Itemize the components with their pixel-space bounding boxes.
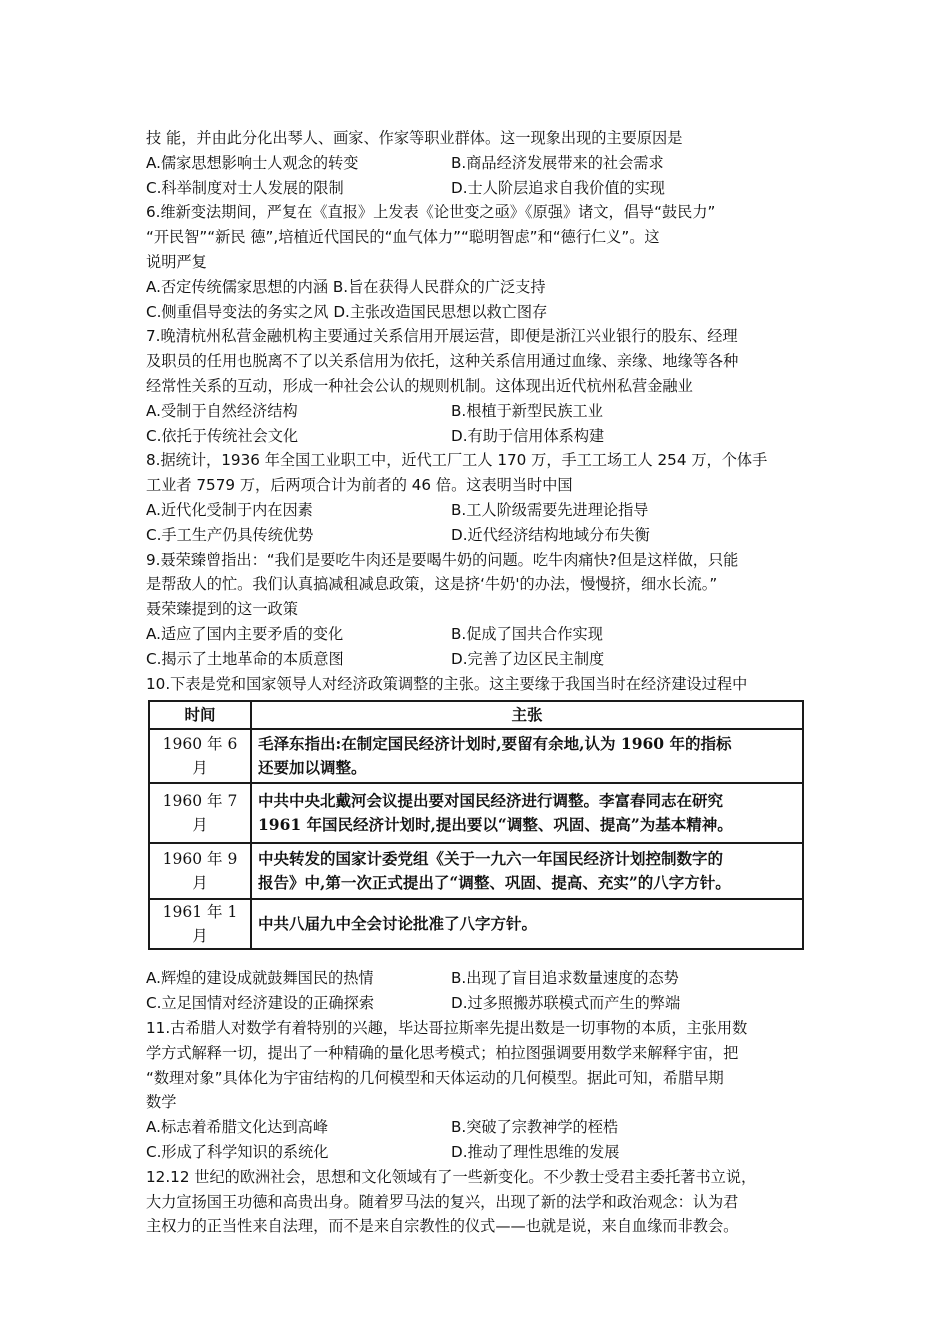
table-cell-time: 1961 年 1 月: [149, 899, 251, 949]
proposal-line: 1961 年国民经济计划时,提出要以“调整、巩固、提高”为基本精神。: [258, 815, 733, 835]
option-d[interactable]: D.有助于信用体系构建: [451, 426, 605, 445]
option-d[interactable]: D.过多照搬苏联模式而产生的弊端: [451, 994, 681, 1013]
question-stem-line: 主权力的正当性来自法理，而不是来自宗教性的仪式——也就是说，来自血缘而非教会。: [146, 1217, 739, 1236]
question-stem-line: “数理对象”具体化为宇宙结构的几何模型和天体运动的几何模型。据此可知，希腊早期: [146, 1068, 724, 1087]
option-c[interactable]: C.科举制度对士人发展的限制: [146, 178, 344, 197]
question-stem-line: 大力宣扬国王功德和高贵出身。随着罗马法的复兴，出现了新的法学和政治观念：认为君: [146, 1192, 739, 1211]
options-row: [146, 966, 810, 991]
table-row: [149, 783, 803, 843]
option-d[interactable]: D.近代经济结构地域分布失衡: [451, 525, 650, 544]
table-cell-proposal: [251, 729, 803, 783]
question-stem-line: 11.古希腊人对数学有着特别的兴趣，毕达哥拉斯率先提出数是一切事物的本质，主张用数: [146, 1018, 748, 1037]
option-b[interactable]: B.促成了国共合作实现: [451, 624, 603, 643]
options-row: [146, 647, 810, 672]
options-row: [146, 1115, 810, 1140]
table-row: [149, 843, 803, 899]
proposal-line: 还要加以调整。: [258, 758, 367, 778]
proposal-line: 报告》中,第一次正式提出了“调整、巩固、提高、充实”的八字方针。: [258, 873, 731, 893]
options-row: [146, 1140, 810, 1165]
question-stem-line: 数学: [146, 1093, 177, 1112]
question-stem-line: 是帮敌人的忙。我们认真搞减租减息政策，这是挤‘牛奶'的办法，慢慢挤，细水长流。”: [146, 575, 718, 594]
proposal-line: 中共八届九中全会讨论批准了八字方针。: [258, 914, 538, 934]
table-row: [149, 899, 803, 949]
proposal-line: 中央转发的国家计委党组《关于一九六一年国民经济计划控制数字的: [258, 849, 724, 869]
exam-page: [146, 126, 810, 1239]
option-a[interactable]: A.受制于自然经济结构: [146, 401, 298, 420]
option-d[interactable]: D.完善了边区民主制度: [451, 649, 605, 668]
table-cell-time: 1960 年 6 月: [149, 729, 251, 783]
table-row: [149, 729, 803, 783]
option-a[interactable]: A.辉煌的建设成就鼓舞国民的热情: [146, 969, 374, 988]
options-row: [146, 399, 810, 424]
table-cell-time: 1960 年 7 月: [149, 783, 251, 843]
option-c[interactable]: C.形成了科学知识的系统化: [146, 1142, 329, 1161]
option-b[interactable]: B.工人阶级需要先进理论指导: [451, 500, 649, 519]
question-stem-line: 12.12 世纪的欧洲社会，思想和文化领域有了一些新变化。不少教士受君主委托著书立说，: [146, 1167, 757, 1186]
question-6: [146, 200, 810, 324]
question-stem-line: 8.据统计，1936 年全国工业职工中，近代工厂工人 170 万，手工工场工人 254 万，个体手: [146, 451, 768, 470]
question-stem-line: 学方式解释一切，提出了一种精确的量化思考模式；柏拉图强调要用数学来解释宇宙，把: [146, 1043, 739, 1062]
table-cell-time: 1960 年 9 月: [149, 843, 251, 899]
question-stem-line: 及职员的任用也脱离不了以关系信用为依托，这种关系信用通过血缘、亲缘、地缘等各种: [146, 352, 739, 371]
option-b[interactable]: B.商品经济发展带来的社会需求: [451, 153, 664, 172]
question-stem-line: 经常性关系的互动，形成一种社会公认的规则机制。这体现出近代杭州私营金融业: [146, 376, 693, 395]
table-header-row: [149, 701, 803, 729]
option-a[interactable]: A.近代化受制于内在因素: [146, 500, 313, 519]
question-10: [146, 672, 810, 1016]
option-d[interactable]: D.士人阶层追求自我价值的实现: [451, 178, 665, 197]
question-5: [146, 126, 810, 200]
table-cell-proposal: [251, 843, 803, 899]
options-row: [146, 176, 810, 201]
table-cell-proposal: [251, 783, 803, 843]
option-b[interactable]: B.出现了盲目追求数量速度的态势: [451, 969, 679, 988]
question-stem-line: 9.聂荣臻曾指出：“我们是要吃牛肉还是要喝牛奶的问题。吃牛肉痛快?但是这样做，只能: [146, 550, 739, 569]
option-c[interactable]: C.手工生产仍具传统优势: [146, 525, 314, 544]
options-row: [146, 151, 810, 176]
options-row: [146, 424, 810, 449]
question-stem-line: 工业者 7579 万，后两项合计为前者的 46 倍。这表明当时中国: [146, 476, 573, 495]
option-c[interactable]: C.揭示了土地革命的本质意图: [146, 649, 344, 668]
options-row: [146, 498, 810, 523]
question-8: [146, 448, 810, 547]
option-a[interactable]: A.儒家思想影响士人观念的转变: [146, 153, 359, 172]
question-stem-line: “开民智”“新民 德”,培植近代国民的“血气体力”“聪明智虑”和“德行仁义”。这: [146, 228, 660, 247]
option-a[interactable]: A.适应了国内主要矛盾的变化: [146, 624, 344, 643]
policy-table: [148, 700, 804, 950]
option-a[interactable]: A.标志着希腊文化达到高峰: [146, 1118, 329, 1137]
table-header-proposal: 主张: [251, 701, 803, 729]
table-cell-proposal: [251, 899, 803, 949]
question-9: [146, 548, 810, 672]
proposal-line: 毛泽东指出:在制定国民经济计划时,要留有余地,认为 1960 年的指标: [258, 734, 732, 754]
option-c[interactable]: C.依托于传统社会文化: [146, 426, 299, 445]
options-row: [146, 275, 810, 300]
option-d[interactable]: D.推动了理性思维的发展: [451, 1142, 620, 1161]
options-c-d[interactable]: C.侧重倡导变法的务实之风 D.主张改造国民思想以救亡图存: [146, 302, 548, 321]
question-stem: 10.下表是党和国家领导人对经济政策调整的主张。这主要缘于我国当时在经济建设过程中: [146, 674, 748, 693]
options-a-b[interactable]: A.否定传统儒家思想的内涵 B.旨在获得人民群众的广泛支持: [146, 277, 546, 296]
table-header-time: 时间: [149, 701, 251, 729]
question-7: [146, 324, 810, 448]
question-stem: 技 能，并由此分化出琴人、画家、作家等职业群体。这一现象出现的主要原因是: [146, 129, 683, 147]
question-11: [146, 1016, 810, 1165]
option-b[interactable]: B.突破了宗教神学的桎梏: [451, 1118, 619, 1137]
proposal-line: 中共中央北戴河会议提出要对国民经济进行调整。李富春同志在研究: [258, 791, 724, 811]
options-row: [146, 622, 810, 647]
options-row: [146, 991, 810, 1016]
options-row: [146, 523, 810, 548]
options-row: [146, 300, 810, 325]
option-c[interactable]: C.立足国情对经济建设的正确探索: [146, 994, 375, 1013]
option-b[interactable]: B.根植于新型民族工业: [451, 401, 603, 420]
question-stem-line: 6.维新变法期间，严复在《直报》上发表《论世变之亟》《原强》诸文，倡导“鼓民力”: [146, 203, 716, 222]
question-stem-line: 聂荣臻提到的这一政策: [146, 600, 298, 619]
question-stem-line: 7.晚清杭州私营金融机构主要通过关系信用开展运营，即便是浙江兴业银行的股东、经理: [146, 327, 738, 346]
question-12: [146, 1165, 810, 1239]
question-stem-line: 说明严复: [146, 252, 207, 271]
